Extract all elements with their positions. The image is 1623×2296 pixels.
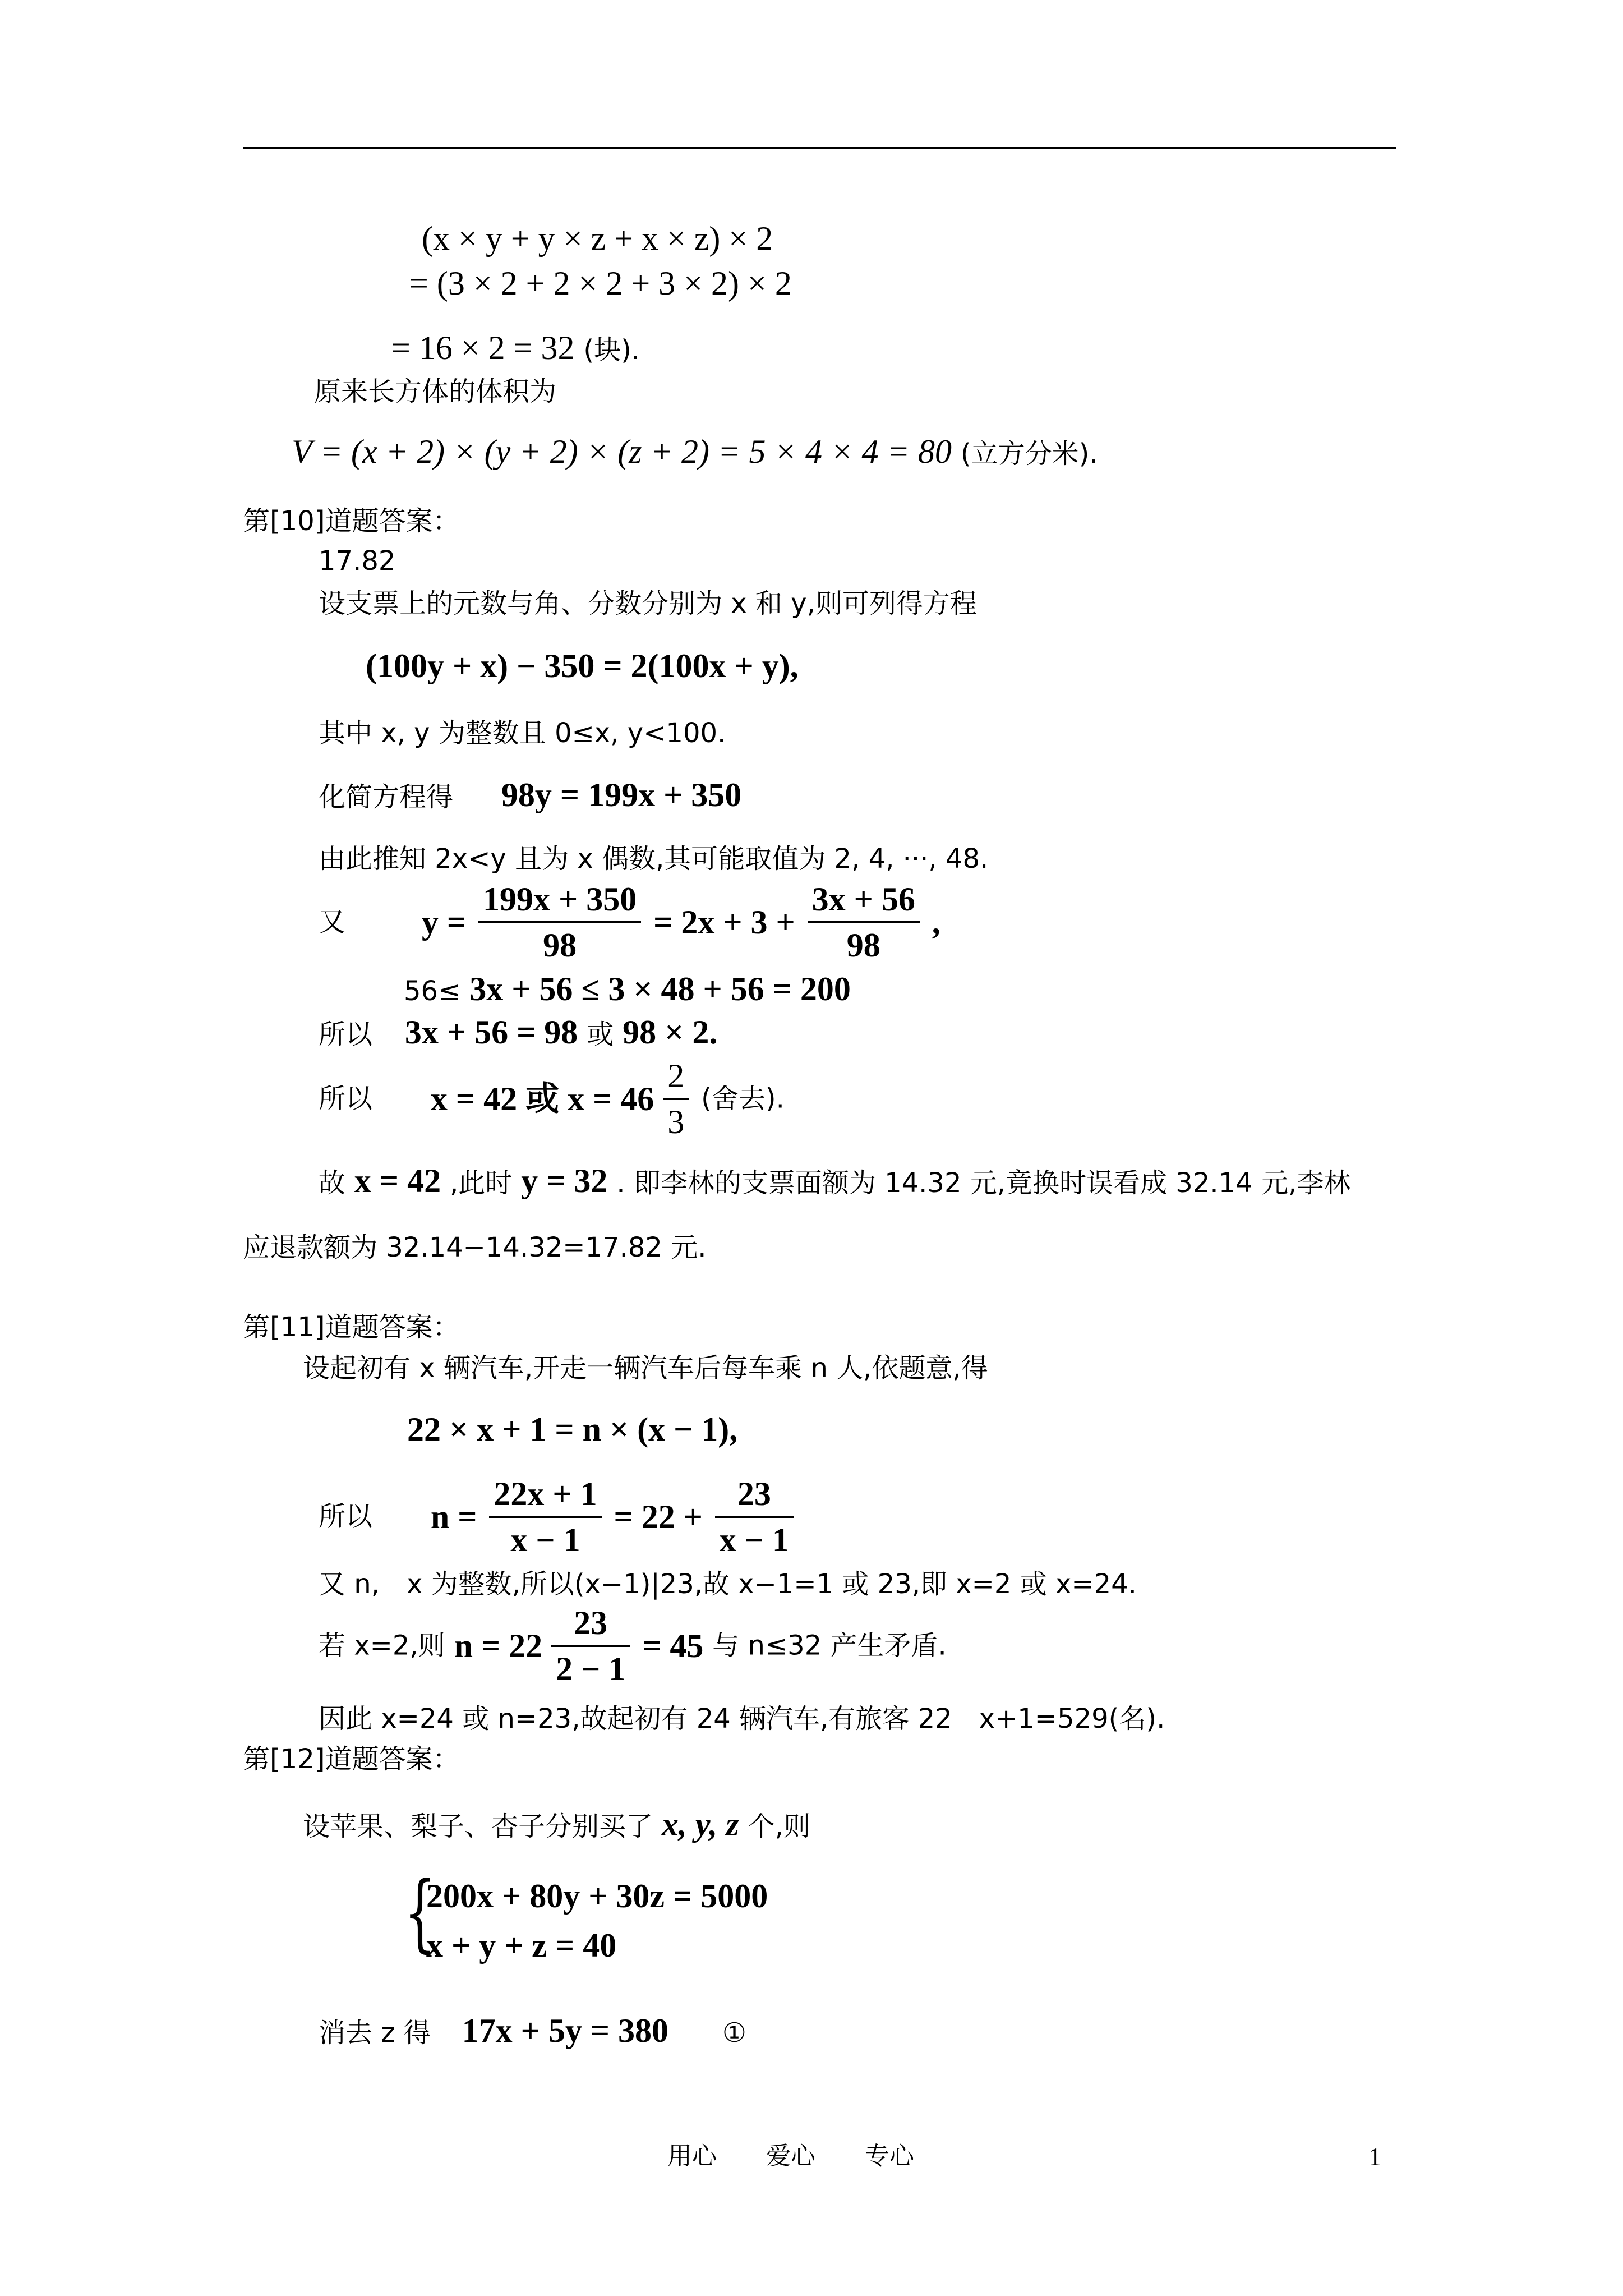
q12-setup-row [303, 1807, 810, 1841]
q12-eliminate-row [319, 2014, 746, 2047]
q10-conclusion-row [319, 1164, 1350, 1198]
q10-heading: 第[10]道题答案： [243, 505, 460, 537]
q10-equation-6: x = 42 或 x = 46 [430, 1080, 654, 1117]
q12-system-eq-1: 200x + 80y + 30z = 5000 [426, 1878, 768, 1915]
footer-center-text: 用心 爱心 专心 [667, 2142, 914, 2170]
q11-eq2-f1-numerator: 22x + 1 [489, 1475, 601, 1518]
formula-surface-area-result [391, 331, 640, 365]
q10-deduction-text: 由此推知 2x<y 且为 x 偶数,其可能取值为 2, 4, ···, 48. [319, 843, 989, 875]
q10-eq3-end: , [932, 904, 940, 941]
q11-eq2-f1-denominator: x − 1 [510, 1521, 580, 1558]
q10-equation-1: (100y + x) − 350 = 2(100x + y), [366, 647, 799, 684]
formula-result-math: = 16 × 2 = 32 [391, 329, 575, 366]
q11-contradiction-text: 与 n≤32 产生矛盾. [712, 1630, 947, 1662]
q11-eq3-denominator: 2 − 1 [556, 1650, 626, 1687]
q11-eq2-f2-denominator: x − 1 [719, 1521, 789, 1558]
q10-constraint-text: 其中 x, y 为整数且 0≤x, y<100. [319, 717, 726, 749]
q10-eq3-f2-numerator: 3x + 56 [808, 881, 920, 923]
q10-eq6-numerator: 2 [663, 1057, 689, 1100]
q12-system-eq-2: x + y + z = 40 [426, 1927, 617, 1964]
header-rule [243, 147, 1396, 149]
q10-conclusion-a: 故 [319, 1167, 346, 1199]
q10-eq3-f2-denominator: 98 [846, 927, 880, 964]
q11-eq3-fraction [551, 1604, 630, 1687]
q10-conclusion-c: . 即李林的支票面额为 14.32 元,竟换时误看成 32.14 元,李林 [616, 1167, 1351, 1199]
volume-formula [292, 435, 1098, 468]
q11-eq2-fraction-2 [715, 1475, 794, 1558]
q11-conclusion-text: 因此 x=24 或 n=23,故起初有 24 辆汽车,有旅客 22 x+1=529(名). [319, 1703, 1165, 1734]
formula-result-unit: (块). [583, 334, 640, 366]
q11-eq2-f2-numerator: 23 [715, 1475, 794, 1518]
q10-eq6-fraction [663, 1057, 689, 1140]
q12-eliminate-label: 消去 z 得 [319, 2017, 431, 2049]
q11-equation-1: 22 × x + 1 = n × (x − 1), [407, 1411, 738, 1448]
q11-eq2-lhs: n = [430, 1498, 477, 1535]
q11-setup-text: 设起初有 x 辆汽车,开走一辆汽车后每车乘 n 人,依题意,得 [303, 1352, 988, 1384]
q10-eq3-f1-denominator: 98 [543, 927, 577, 964]
q10-eq3-lhs: y = [421, 904, 467, 941]
q10-again-label: 又 [319, 906, 346, 938]
q11-so-row [319, 1475, 797, 1558]
formula-surface-area: (x × y + y × z + x × z) × 2 [422, 220, 773, 257]
q10-equation-5: 3x + 56 = 98 [404, 1014, 578, 1051]
q10-conclusion-x: x = 42 [354, 1162, 441, 1199]
q10-so-label-1: 所以 [319, 1019, 373, 1050]
q10-bound-row [404, 972, 851, 1006]
q10-so-label-2: 所以 [319, 1083, 373, 1115]
q10-so-row-2 [319, 1057, 785, 1140]
q11-integer-text: 又 n, x 为整数,所以(x−1)|23,故 x−1=1 或 23,即 x=2 或 x=24. [319, 1568, 1137, 1600]
q12-equation-1: 17x + 5y = 380 [462, 2012, 669, 2049]
q10-eq6-denominator: 3 [667, 1103, 685, 1140]
q11-eq3-lhs: n = 22 [454, 1627, 543, 1664]
q10-eq6-note: (舍去). [701, 1083, 785, 1115]
q10-eq3-mid: = 2x + 3 + [653, 904, 795, 941]
q10-conclusion-y: y = 32 [521, 1162, 608, 1199]
q11-eq3-numerator: 23 [551, 1604, 630, 1647]
footer-page-number: 1 [1368, 2142, 1381, 2171]
q12-setup-b: 个,则 [748, 1811, 810, 1842]
q10-simplify-row [319, 778, 741, 812]
q10-equation-2: 98y = 199x + 350 [501, 776, 742, 813]
q10-equation-3-row [319, 881, 940, 964]
q12-system-brace: { [404, 1864, 436, 1962]
volume-formula-unit: (立方分米). [960, 438, 1098, 470]
q11-eq3-rhs: = 45 [642, 1627, 704, 1664]
q10-eq3-f1-numerator: 199x + 350 [478, 881, 641, 923]
q11-contradiction-row [319, 1604, 947, 1687]
q10-answer: 17.82 [319, 545, 396, 577]
q12-heading: 第[12]道题答案： [243, 1743, 460, 1775]
q10-refund-text: 应退款额为 32.14−14.32=17.82 元. [243, 1232, 707, 1263]
q10-setup-text: 设支票上的元数与角、分数分别为 x 和 y,则可列得方程 [319, 588, 977, 619]
q10-conclusion-b: ,此时 [450, 1167, 513, 1199]
q10-simplify-label: 化简方程得 [319, 781, 454, 813]
formula-surface-area-substituted: = (3 × 2 + 2 × 2 + 3 × 2) × 2 [409, 265, 792, 302]
q12-equation-marker: ① [722, 2017, 746, 2049]
q11-heading: 第[11]道题答案： [243, 1312, 460, 1343]
q12-setup-a: 设苹果、梨子、杏子分别买了 [303, 1811, 653, 1842]
q12-setup-vars: x, y, z [661, 1806, 739, 1843]
q11-eq2-mid: = 22 + [614, 1498, 703, 1535]
q10-eq5-or: 或 [587, 1019, 614, 1050]
volume-intro-text: 原来长方体的体积为 [314, 376, 557, 407]
volume-formula-math: V = (x + 2) × (y + 2) × (z + 2) = 5 × 4 × 4 = 80 [292, 433, 952, 470]
q10-equation-5b: 98 × 2. [623, 1014, 718, 1051]
q11-if-label: 若 x=2,则 [319, 1630, 445, 1662]
q10-bound-prefix: 56≤ [404, 976, 461, 1007]
q10-eq3-fraction-2 [808, 881, 920, 964]
q11-eq2-fraction-1 [489, 1475, 601, 1558]
q10-equation-4: 3x + 56 ≤ 3 × 48 + 56 = 200 [469, 970, 851, 1007]
q10-so-row-1 [319, 1015, 717, 1049]
q11-so-label: 所以 [319, 1501, 373, 1533]
q10-eq3-fraction-1 [478, 881, 641, 964]
